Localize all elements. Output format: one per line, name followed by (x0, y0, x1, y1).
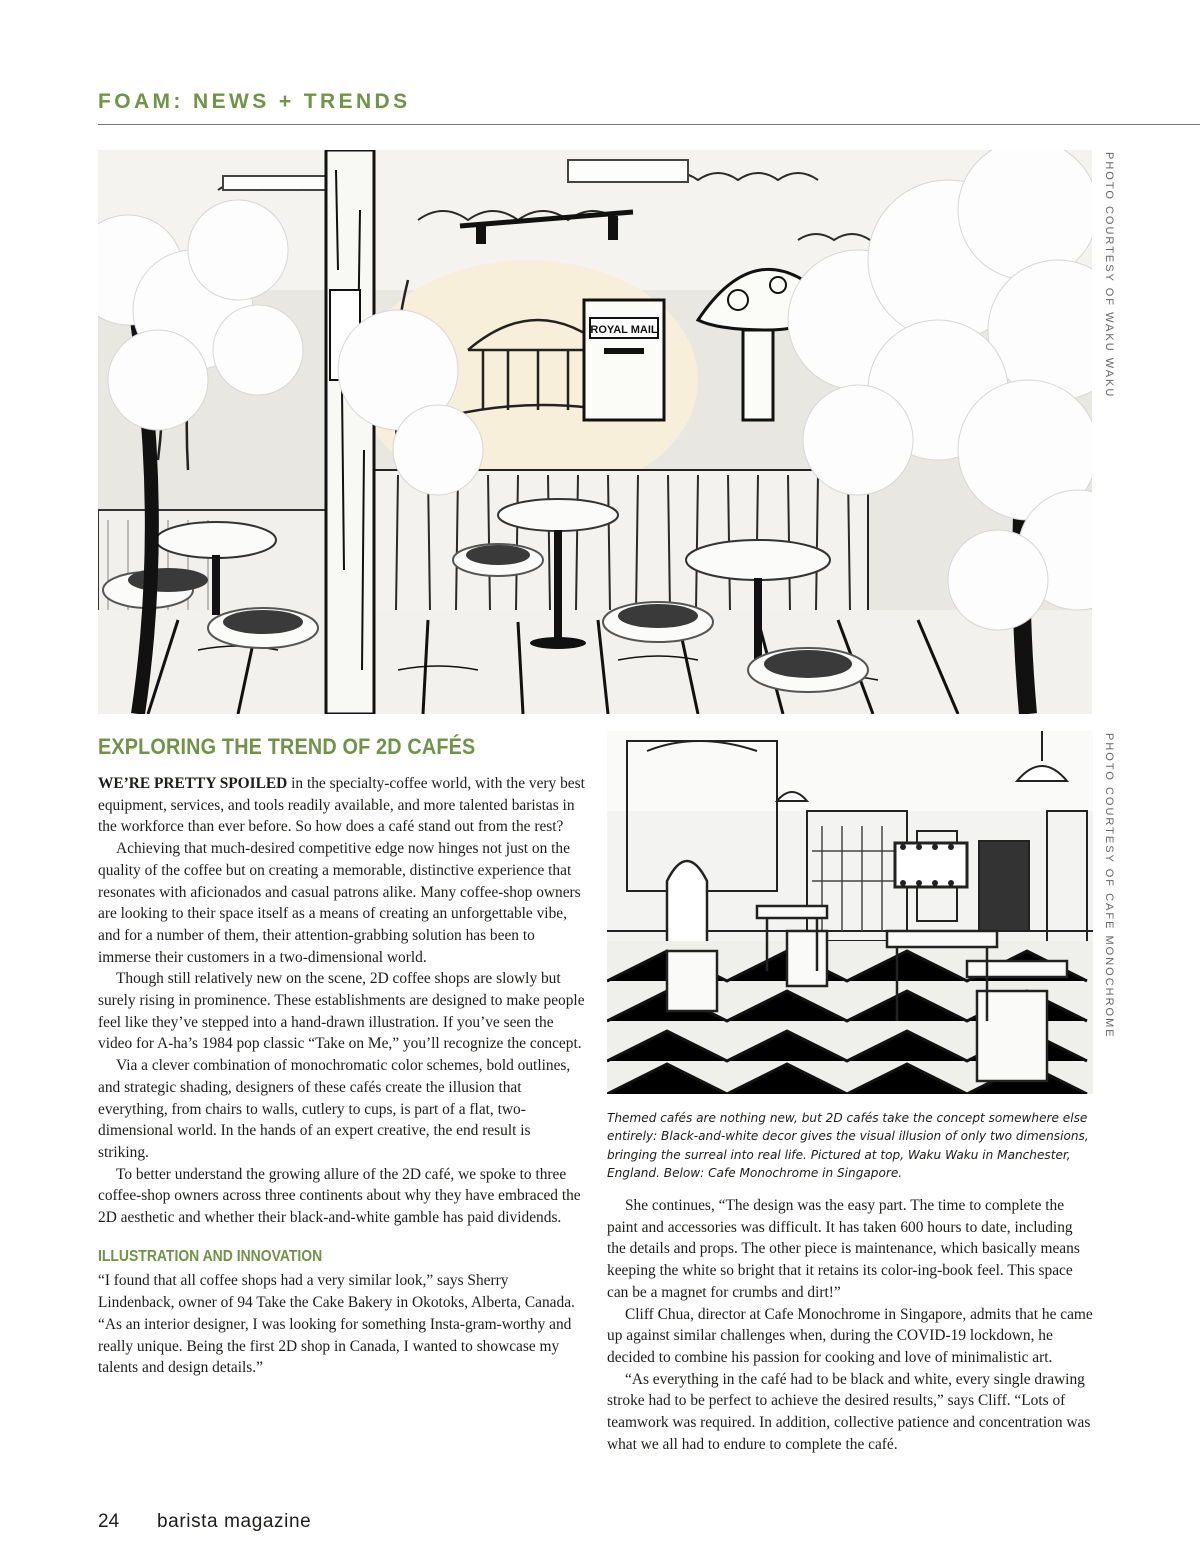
left-column (98, 773, 585, 1379)
paragraph-2: Achieving that much-desired competitive edge now hinges not just on the quality of the coffee but on creating a memorable, distinctive experience that resonates with aficionados and casual patrons alike. Many coffee-shop owners are looking to their space itself as a means of creating an unforgettable vibe, and for a number of them, their attention-grabbing solution has been to immerse their customers in a two-dimensional world. (98, 840, 581, 966)
publication-name: barista magazine (157, 1511, 312, 1532)
royal-mail-sign: ROYAL MAIL (590, 324, 658, 336)
photo-caption: Themed cafés are nothing new, but 2D cafés take the concept somewhere else entirely: Black-and-white decor gives the visual illusion of only two dimensions, bringing the surreal into real life. Pictured at top, Waku Waku in Manchester, England. Below: Cafe Monochrome in Singapore. (607, 1111, 1089, 1181)
paragraph-3: Though still relatively new on the scene, 2D coffee shops are slowly but surely rising in prominence. These establishments are designed to make people feel like they’ve stepped into a hand-drawn illustration. If you’ve seen the video for A-ha’s 1984 pop classic “Take on Me,” you’ll recognize the concept. (98, 970, 585, 1053)
section-subhead: ILLUSTRATION AND INNOVATION (98, 1247, 323, 1265)
paragraph-5: To better understand the growing allure of the 2D café, we spoke to three coffee-shop owners across three continents about why they have embraced the 2D aesthetic and whether their black-and-white gamble has paid dividends. (98, 1165, 581, 1227)
paragraph-8: Cliff Chua, director at Cafe Monochrome in Singapore, admits that he came up against similar challenges when, during the COVID-19 lockdown, he decided to combine his passion for cooking and love of minimalistic art. (607, 1305, 1093, 1366)
top-photo-waku-waku (98, 150, 1092, 714)
paragraph-1-text: in the specialty-coffee world, with the very best equipment, services, and tools readily available, and more talented baristas in the workforce than ever before. So how does a café stand out from the rest? (98, 775, 585, 836)
bottom-photo-cafe-monochrome (607, 731, 1093, 1094)
bottom-photo-credit: PHOTO COURTESY OF CAFE MONOCHROME (1103, 733, 1115, 1039)
paragraph-1 (98, 773, 585, 838)
page-number: 24 (98, 1511, 120, 1532)
paragraph-6: “I found that all coffee shops had a very similar look,” says Sherry Lindenback, owner of 94 Take the Cake Bakery in Okotoks, Alberta, Canada. “As an interior designer, I was looking for something Insta-gram-worthy and really unique. Being the first 2D shop in Canada, I wanted to showcase my talents and design details.” (98, 1272, 575, 1377)
paragraph-9: “As everything in the café had to be black and white, every single drawing stroke had to be perfect to achieve the desired results,” says Cliff. “Lots of teamwork was required. In addition, collective patience and concentration was what we all had to endure to complete the café. (607, 1370, 1091, 1453)
section-label: FOAM: NEWS + TRENDS (98, 90, 411, 113)
paragraph-7: She continues, “The design was the easy part. The time to complete the paint and accessories was difficult. It has taken 600 hours to date, including the details and props. The other piece is maintenance, which basically means keeping the white so bright that it retains its color-ing-book feel. This space can be a magnet for crumbs and dirt!” (607, 1197, 1080, 1301)
lead-in: WE’RE PRETTY SPOILED (98, 775, 288, 792)
top-photo-credit: PHOTO COURTESY OF WAKU WAKU (1103, 152, 1115, 399)
header-rule (98, 124, 1200, 125)
article-headline: EXPLORING THE TREND OF 2D CAFÉS (98, 734, 476, 759)
right-column (607, 1195, 1093, 1455)
paragraph-4: Via a clever combination of monochromatic color schemes, bold outlines, and strategic shading, designers of these cafés create the illusion that everything, from chairs to walls, cutlery to cups, is part of a flat, two-dimensional world. In the hands of an expert creative, the end result is striking. (98, 1057, 571, 1161)
